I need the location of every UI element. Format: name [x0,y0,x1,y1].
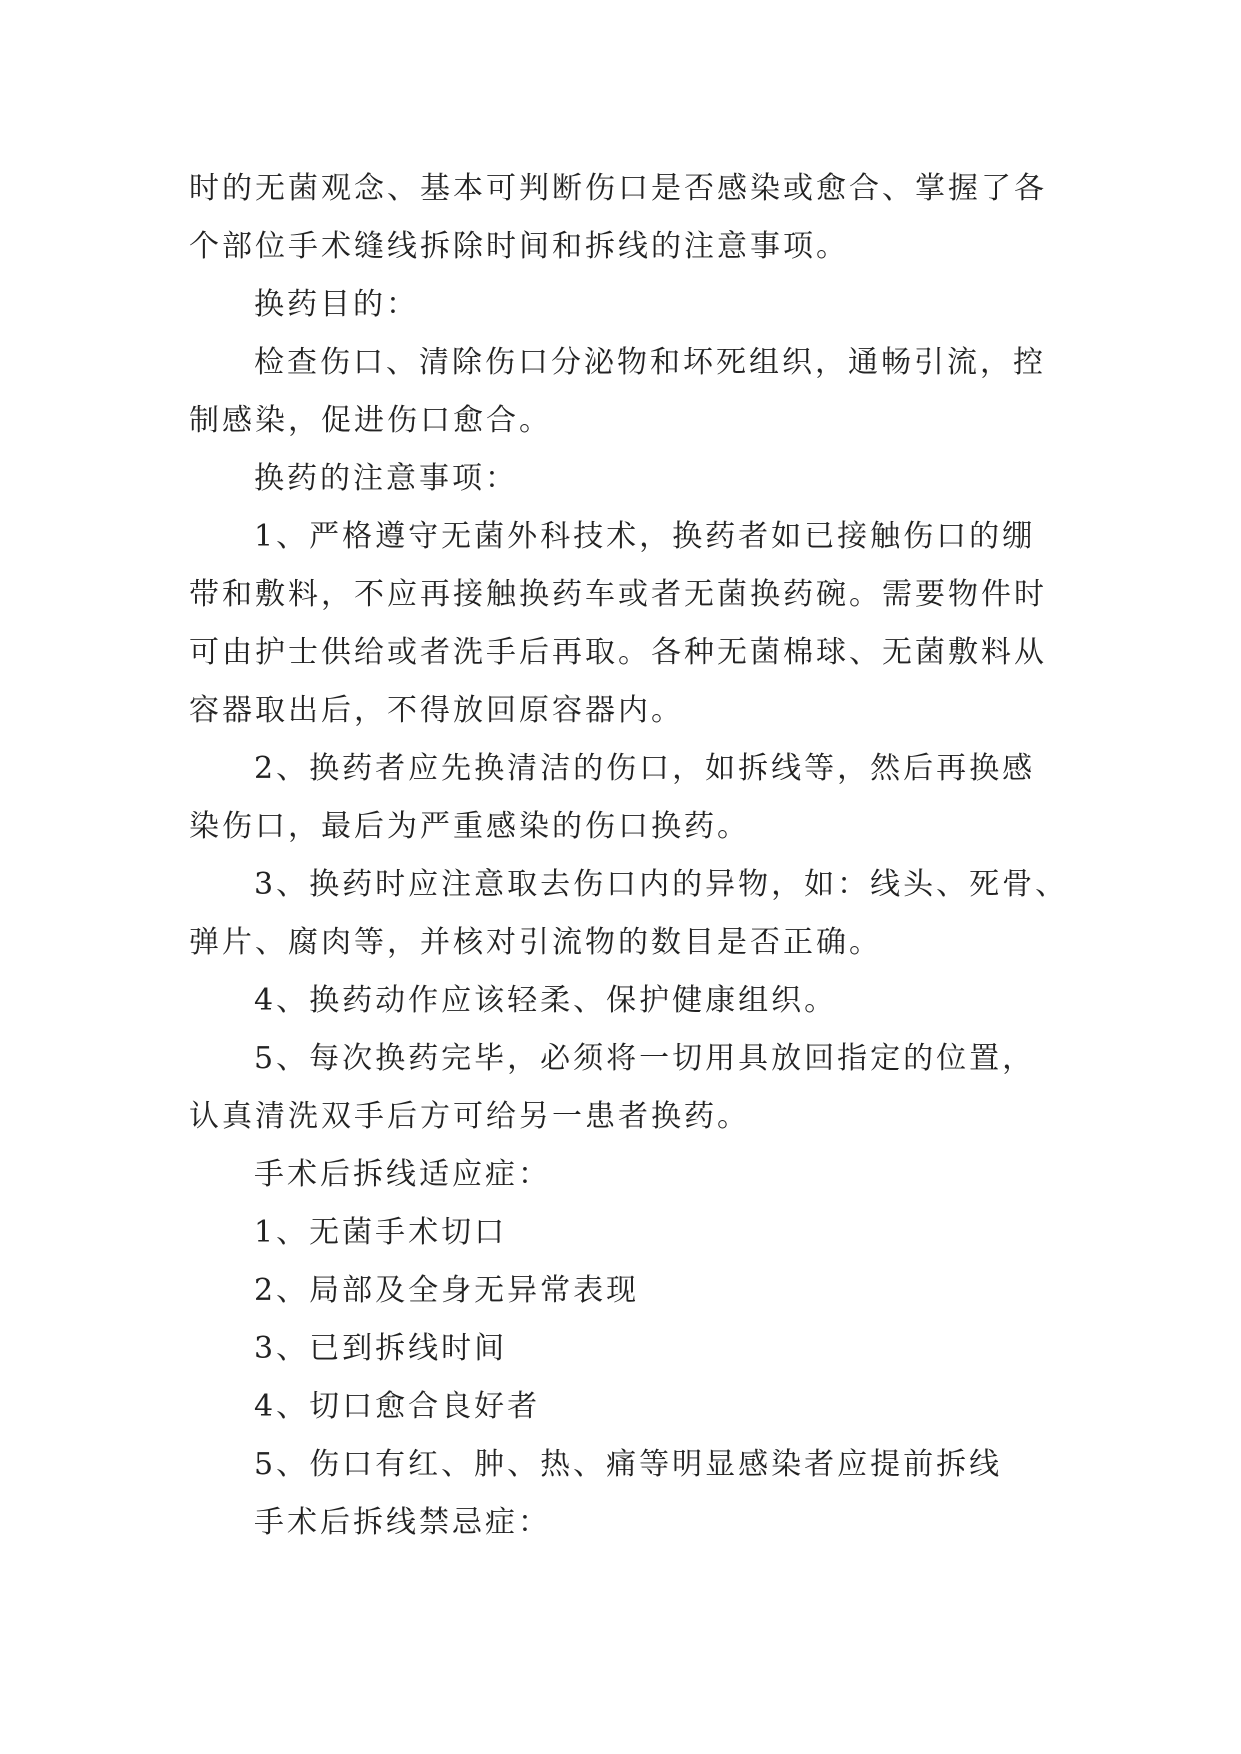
text-line-13: 3、换药时应注意取去伤口内的异物，如：线头、死骨、 [254,867,1069,902]
list-item-indication-5: 5、伤口有红、肿、热、痛等明显感染者应提前拆线 [254,1447,1003,1482]
section-heading-indications: 手术后拆线适应症： [254,1157,551,1192]
list-item-indication-3: 3、已到拆线时间 [254,1331,508,1366]
text-line-12: 染伤口，最后为严重感染的伤口换药。 [189,809,750,844]
text-line-2: 个部位手术缝线拆除时间和拆线的注意事项。 [189,229,849,264]
text-line-14: 弹片、腐肉等，并核对引流物的数目是否正确。 [189,925,882,960]
list-item-indication-1: 1、无菌手术切口 [254,1215,508,1250]
text-line-4: 检查伤口、清除伤口分泌物和坏死组织，通畅引流，控 [254,345,1046,380]
document-body [189,160,1069,1552]
list-item-indication-2: 2、局部及全身无异常表现 [254,1273,640,1308]
text-line-8: 带和敷料，不应再接触换药车或者无菌换药碗。需要物件时 [189,577,1047,612]
text-line-11: 2、换药者应先换清洁的伤口，如拆线等，然后再换感 [254,751,1036,786]
text-line-5: 制感染，促进伤口愈合。 [189,403,552,438]
text-line-9: 可由护士供给或者洗手后再取。各种无菌棉球、无菌敷料从 [189,635,1047,670]
text-line-1: 时的无菌观念、基本可判断伤口是否感染或愈合、掌握了各 [189,171,1047,206]
text-line-10: 容器取出后，不得放回原容器内。 [189,693,684,728]
section-heading-purpose: 换药目的： [254,287,419,322]
section-heading-precautions: 换药的注意事项： [254,461,518,496]
text-line-7: 1、严格遵守无菌外科技术，换药者如已接触伤口的绷 [254,519,1036,554]
list-item-indication-4: 4、切口愈合良好者 [254,1389,541,1424]
section-heading-contraindications: 手术后拆线禁忌症： [254,1505,551,1540]
text-line-16: 5、每次换药完毕，必须将一切用具放回指定的位置， [254,1041,1036,1076]
text-line-17: 认真清洗双手后方可给另一患者换药。 [189,1099,750,1134]
text-line-15: 4、换药动作应该轻柔、保护健康组织。 [254,983,838,1018]
